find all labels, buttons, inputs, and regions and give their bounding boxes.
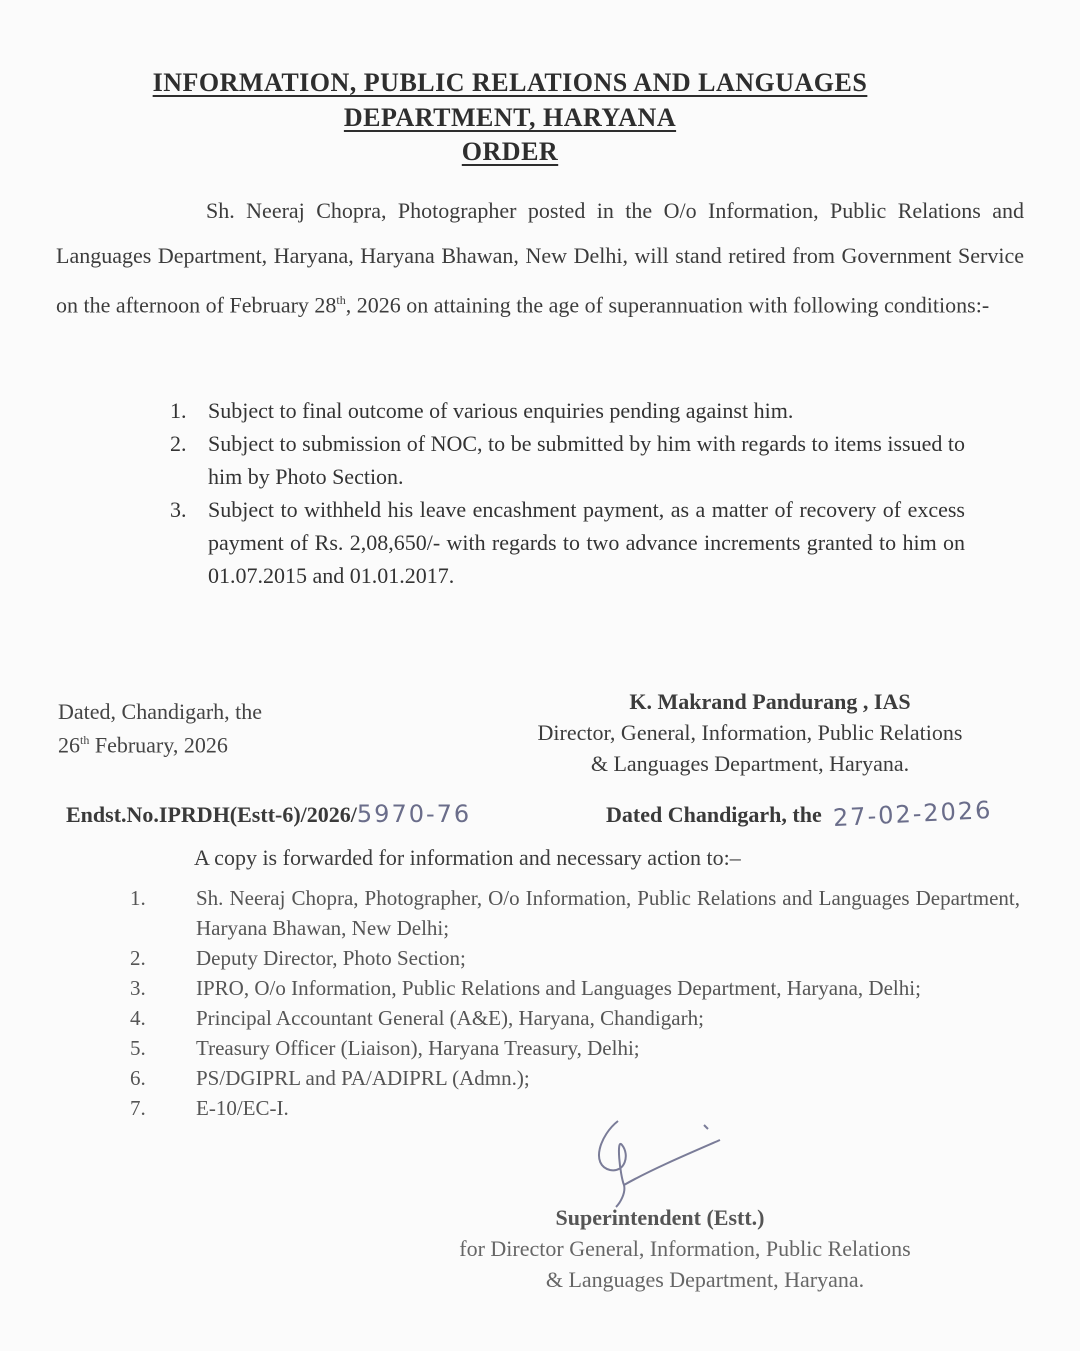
recipient-number: 5. (130, 1036, 146, 1060)
paragraph-text-end: , 2026 on attaining the age of superannuation with following conditions:- (345, 292, 990, 318)
recipient-item (130, 1063, 1020, 1093)
recipient-text: PS/DGIPRL and PA/ADIPRL (Admn.); (196, 1066, 530, 1090)
recipient-item (130, 883, 1020, 943)
handwritten-date: 27-02-2026 (832, 795, 994, 833)
endorsement-dated-label: Dated Chandigarh, the (606, 802, 822, 827)
recipient-number: 2. (130, 946, 146, 970)
dated-date (58, 726, 262, 759)
forward-text: A copy is forwarded for information and necessary action to:– (194, 845, 741, 870)
footer-signatory-line-1: for Director General, Information, Public Relations (459, 1236, 911, 1261)
heading-line-2: DEPARTMENT, HARYANA (343, 103, 677, 132)
dated-line: Dated, Chandigarh, the (58, 699, 263, 724)
signatory-name: K. Makrand Pandurang , IAS (629, 689, 911, 714)
superscript: th (336, 293, 346, 307)
condition-item (170, 427, 965, 493)
condition-item (170, 493, 965, 592)
endorsement-line (66, 800, 471, 828)
condition-text: Subject to withheld his leave encashment payment, as a matter of recovery of excess payment of Rs. 2,08,650/- with regards to two advance increments granted to him on 01.07.2015 and 01.01.2017. (208, 497, 965, 588)
dated-day: 26 (58, 732, 80, 758)
recipient-item (130, 1093, 1020, 1123)
signatory-department: & Languages Department, Haryana. (590, 751, 910, 776)
handwritten-endorsement-number: 5970-76 (356, 800, 472, 828)
recipient-number: 4. (130, 1006, 146, 1030)
paragraph-text-start: Sh. Neeraj Chopra, Photographer posted in the O/o Information, Public Relations and Languages Department, Haryana, Haryana Bhawan, New Delhi, will stand retired from Government Service on the afternoon of February 28 (56, 198, 1024, 318)
recipient-text: Deputy Director, Photo Section; (196, 946, 466, 970)
order-title (0, 137, 1020, 167)
recipient-item (130, 943, 1020, 973)
condition-number: 1. (170, 398, 187, 423)
recipient-text: Principal Accountant General (A&E), Haryana, Chandigarh; (196, 1006, 704, 1030)
order-paragraph (56, 188, 1024, 327)
superscript: th (80, 733, 90, 747)
conditions-list (170, 394, 965, 592)
condition-number: 2. (170, 431, 187, 456)
order-date-block (58, 698, 262, 759)
footer-signatory-title: Superintendent (Estt.) (555, 1205, 765, 1230)
recipient-item (130, 1003, 1020, 1033)
distribution-list (130, 883, 1020, 1123)
condition-text: Subject to final outcome of various enquiries pending against him. (208, 398, 794, 423)
recipient-number: 1. (130, 886, 146, 910)
recipient-text: Treasury Officer (Liaison), Haryana Treasury, Delhi; (196, 1036, 640, 1060)
order-title-text: ORDER (461, 137, 559, 166)
signature-icon (580, 1115, 740, 1215)
signatory-block (470, 686, 1030, 779)
footer-signatory (380, 1202, 990, 1295)
recipient-number: 7. (130, 1096, 146, 1120)
recipient-number: 3. (130, 976, 146, 1000)
recipient-item (130, 973, 1020, 1003)
recipient-text: IPRO, O/o Information, Public Relations and Languages Department, Haryana, Delhi; (196, 976, 921, 1000)
recipient-text: E-10/EC-I. (196, 1096, 289, 1120)
condition-item (170, 394, 965, 427)
dated-month-year: February, 2026 (89, 732, 228, 758)
heading-line-1: INFORMATION, PUBLIC RELATIONS AND LANGUAGES (152, 68, 868, 97)
condition-text: Subject to submission of NOC, to be submitted by him with regards to items issued to him by Photo Section. (208, 431, 965, 489)
recipient-text: Sh. Neeraj Chopra, Photographer, O/o Information, Public Relations and Languages Department, Haryana Bhawan, New Delhi; (196, 886, 1020, 940)
endorsement-date (606, 795, 994, 833)
recipient-item (130, 1033, 1020, 1063)
department-heading (0, 68, 1020, 98)
department-heading-2 (0, 103, 1020, 133)
endorsement-number-prefix: Endst.No.IPRDH(Estt-6)/2026/ (66, 802, 357, 827)
recipient-number: 6. (130, 1066, 146, 1090)
condition-number: 3. (170, 497, 187, 522)
footer-signatory-line-2: & Languages Department, Haryana. (545, 1267, 865, 1292)
signatory-designation: Director, General, Information, Public Relations (537, 720, 963, 745)
